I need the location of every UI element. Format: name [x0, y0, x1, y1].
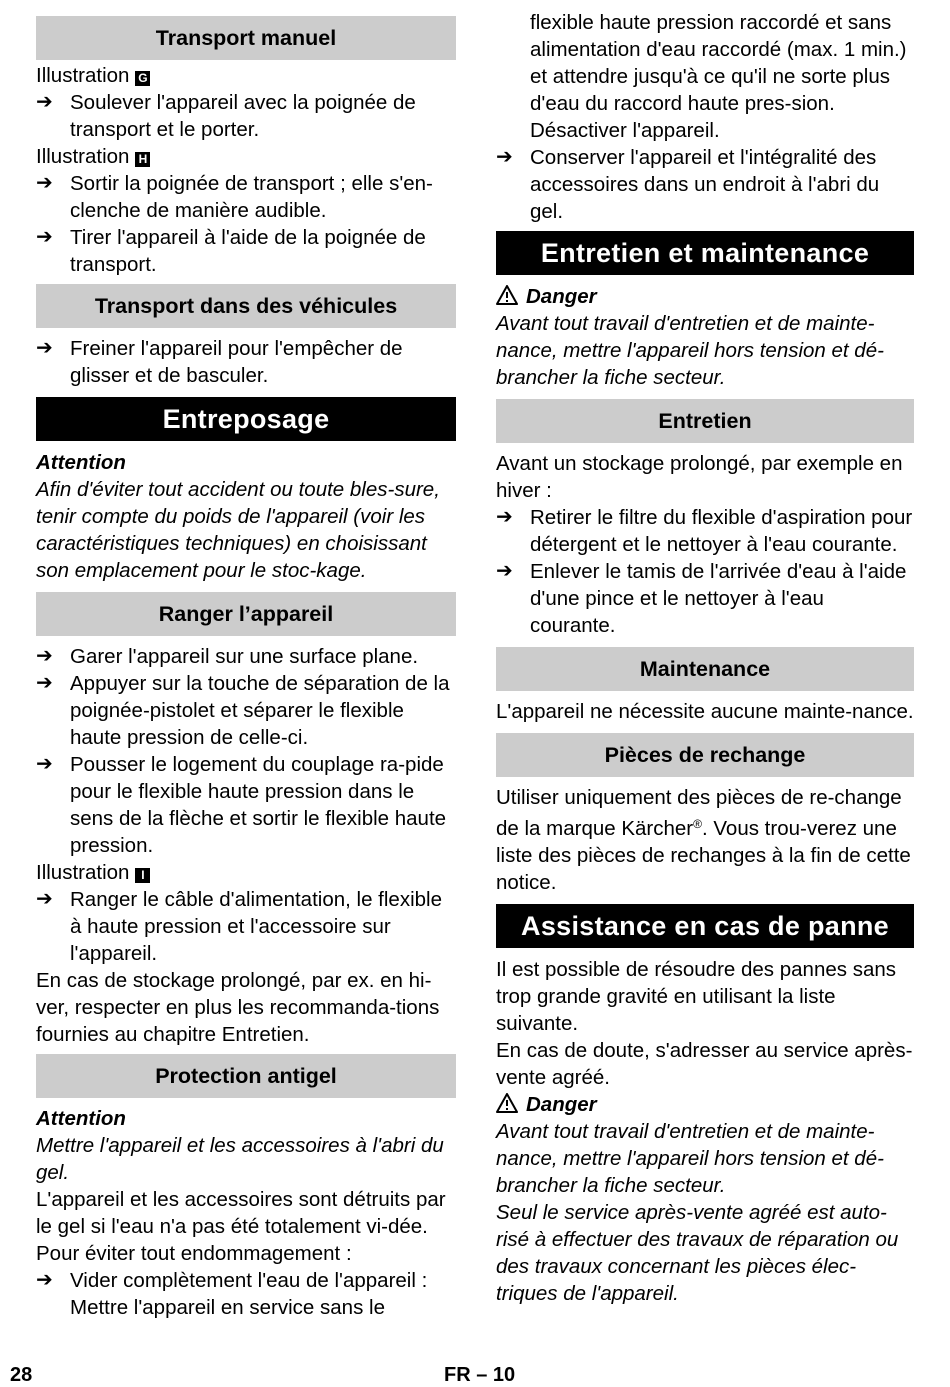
heading-protection-antigel: Protection antigel — [36, 1054, 456, 1098]
heading-entreposage: Entreposage — [36, 397, 456, 441]
arrow-icon: ➔ — [36, 645, 53, 667]
list-item: ➔ Ranger le câble d'alimentation, le flexible à haute pression et l'accessoire sur l'appareil. — [36, 888, 442, 965]
language-page-indicator: FR – 10 — [444, 1364, 516, 1386]
list-item: ➔ Retirer le filtre du flexible d'aspiration pour détergent et le nettoyer à l'eau courante. — [496, 506, 913, 556]
warning-icon — [496, 1093, 518, 1113]
heading-transport-vehicules: Transport dans des véhicules — [36, 284, 456, 328]
left-column — [36, 9, 456, 1321]
page-number: 28 — [10, 1364, 33, 1386]
arrow-icon: ➔ — [36, 226, 53, 248]
arrow-icon: ➔ — [36, 672, 53, 694]
storage-note: En cas de stockage prolongé, par ex. en hi-ver, respecter en plus les recommanda-tions fournies au chapitre Entretien. — [36, 969, 440, 1046]
arrow-icon: ➔ — [36, 1269, 53, 1291]
attention-text: Mettre l'appareil et les accessoires à l'abri du gel. — [36, 1134, 444, 1184]
list-item: ➔ Enlever le tamis de l'arrivée d'eau à l'aide d'une pince et le nettoyer à l'eau courante. — [496, 560, 907, 637]
maintenance-text: L'appareil ne nécessite aucune mainte-nance. — [496, 700, 914, 723]
assistance-text: En cas de doute, s'adresser au service après-vente agréé. — [496, 1039, 913, 1089]
heading-maintenance: Maintenance — [496, 647, 914, 691]
list-item-continuation: flexible haute pression raccordé et sans alimentation d'eau raccordé (max. 1 min.) et attendre jusqu'à ce qu'il ne sorte plus d'eau du raccord haute pres-sion. Désactiver l'appareil. — [530, 11, 907, 142]
heading-entretien: Entretien — [496, 399, 914, 443]
illustration-ref-h: Illustration H — [36, 143, 456, 170]
assistance-text: Il est possible de résoudre des pannes sans trop grande gravité en utilisant la liste suivante. — [496, 958, 897, 1035]
list-item: ➔ Garer l'appareil sur une surface plane. — [36, 645, 419, 668]
illustration-h-icon: H — [135, 152, 150, 167]
arrow-icon: ➔ — [36, 337, 53, 359]
danger-text: Avant tout travail d'entretien et de mainte-nance, mettre l'appareil hors tension et dé-brancher la fiche secteur. — [496, 312, 884, 389]
attention-label: Attention — [36, 451, 126, 474]
illustration-ref-i: Illustration I — [36, 859, 456, 886]
arrow-icon: ➔ — [496, 560, 513, 582]
arrow-icon: ➔ — [496, 146, 513, 168]
attention-text: Afin d'éviter tout accident ou toute bles-sure, tenir compte du poids de l'appareil (voir les caractéristiques techniques) en choisissant son emplacement pour le stoc-kage. — [36, 478, 440, 582]
heading-entretien-maintenance: Entretien et maintenance — [496, 231, 914, 275]
danger-label: Danger — [496, 1091, 914, 1118]
entretien-intro: Avant un stockage prolongé, par exemple en hiver : — [496, 452, 903, 502]
illustration-i-icon: I — [135, 868, 150, 883]
heading-assistance: Assistance en cas de panne — [496, 904, 914, 948]
list-item: ➔ Appuyer sur la touche de séparation de la poignée-pistolet et séparer le flexible haute pression de celle-ci. — [36, 672, 450, 749]
heading-pieces-rechange: Pièces de rechange — [496, 733, 914, 777]
attention-label: Attention — [36, 1107, 126, 1130]
registered-mark: ® — [693, 817, 702, 831]
heading-transport-manuel: Transport manuel — [36, 16, 456, 60]
arrow-icon: ➔ — [496, 506, 513, 528]
list-item: ➔ Soulever l'appareil avec la poignée de transport et le porter. — [36, 91, 416, 141]
warning-icon — [496, 285, 518, 305]
antigel-text: L'appareil et les accessoires sont détruits par le gel si l'eau n'a pas été totalement vi-dée. Pour éviter tout endommagement : — [36, 1188, 446, 1265]
list-item: ➔ Sortir la poignée de transport ; elle s'en-clenche de manière audible. — [36, 172, 433, 222]
danger-text: Avant tout travail d'entretien et de mainte-nance, mettre l'appareil hors tension et dé-brancher la fiche secteur. — [496, 1120, 884, 1197]
list-item: ➔ Pousser le logement du couplage ra-pide pour le flexible haute pression dans le sens de la flèche et sortir le flexible haute pression. — [36, 753, 447, 857]
list-item: ➔ Vider complètement l'eau de l'appareil : Mettre l'appareil en service sans le — [36, 1269, 428, 1319]
arrow-icon: ➔ — [36, 888, 53, 910]
pieces-text: Utiliser uniquement des pièces de re-change de la marque Kärcher®. Vous trou-verez une liste des pièces de rechanges à la fin de cette notice. — [496, 786, 911, 894]
list-item: ➔ Tirer l'appareil à l'aide de la poignée de transport. — [36, 226, 426, 276]
illustration-g-icon: G — [135, 71, 150, 86]
danger-label: Danger — [496, 283, 914, 310]
arrow-icon: ➔ — [36, 753, 53, 775]
illustration-ref-g: Illustration G — [36, 62, 456, 89]
danger-text: Seul le service après-vente agréé est auto-risé à effectuer des travaux de réparation ou des travaux concernant les pièces élec-triques de l'appareil. — [496, 1201, 899, 1305]
arrow-icon: ➔ — [36, 91, 53, 113]
list-item: ➔ Freiner l'appareil pour l'empêcher de glisser et de basculer. — [36, 337, 403, 387]
right-column — [496, 9, 914, 1307]
heading-ranger: Ranger l’appareil — [36, 592, 456, 636]
list-item: ➔ Conserver l'appareil et l'intégralité des accessoires dans un endroit à l'abri du gel. — [496, 146, 880, 223]
arrow-icon: ➔ — [36, 172, 53, 194]
